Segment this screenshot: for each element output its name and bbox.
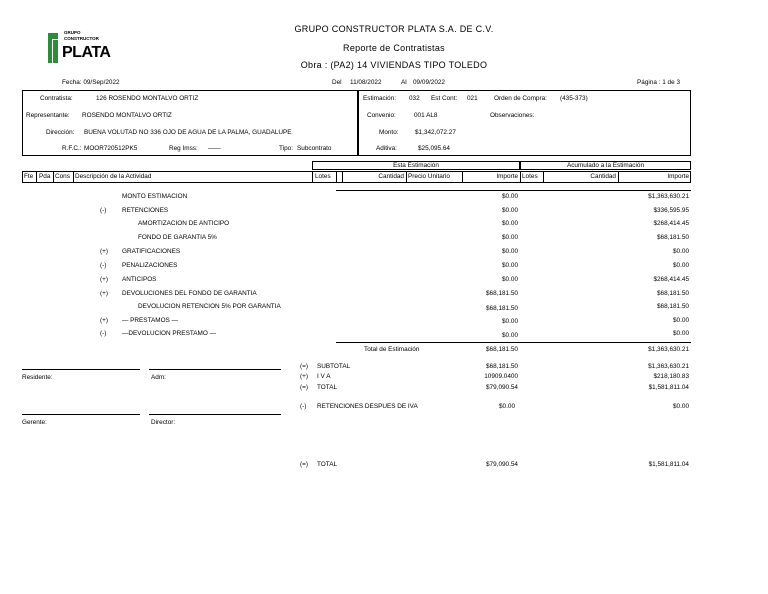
- total-rule: [336, 342, 691, 343]
- estcont-label: Est Cont:: [431, 95, 458, 102]
- row-sign: (+): [100, 276, 108, 283]
- gerente-label: Gerente:: [22, 419, 47, 426]
- orden-compra-value: (435-373): [560, 95, 588, 102]
- rfc-label: R.F.C.:: [62, 145, 82, 152]
- summary-sign: (=): [300, 363, 308, 370]
- row-acum-importe: $0.00: [673, 262, 689, 269]
- row-esta-importe: $0.00: [502, 220, 518, 227]
- row-label: DEVOLUCION RETENCION 5% POR GARANTIA: [138, 303, 281, 310]
- monto-label: Monto:: [379, 129, 399, 136]
- row-label: ANTICIPOS: [122, 276, 157, 283]
- row-acum-importe: $0.00: [673, 330, 689, 337]
- total-esta: $79,090.54: [486, 384, 518, 391]
- logo-line1: GRUPO: [64, 30, 81, 35]
- gerente-signature-line: [22, 414, 140, 415]
- total-estimacion-esta: $68,181.50: [486, 346, 518, 353]
- rfc-value: MOOR720512PK5: [84, 145, 138, 152]
- row-sign: (-): [100, 262, 107, 269]
- row-label: GRATIFICACIONES: [122, 248, 181, 255]
- page-number: Página : 1 de 3: [637, 79, 680, 86]
- col-cantidad: Cantidad: [378, 173, 404, 180]
- director-signature-line: [149, 414, 281, 415]
- del-value: 11/08/2022: [350, 79, 382, 86]
- col-descripcion: Descripción de la Actividad: [75, 173, 152, 180]
- report-title: Reporte de Contratistas: [343, 43, 445, 53]
- row-esta-importe: $0.00: [502, 276, 518, 283]
- row-acum-importe: $268,414.45: [653, 276, 689, 283]
- group-acum-label: Acumulado a la Estimación: [566, 162, 645, 169]
- row-sign: (+): [100, 290, 108, 297]
- row-acum-importe: $1,363,630.21: [648, 193, 689, 200]
- iva-esta: 10909.0400: [484, 373, 518, 380]
- row-label: RETENCIONES: [122, 207, 169, 214]
- row-label: —DEVOLUCION PRESTAMO —: [122, 330, 216, 337]
- retenciones-iva-label: RETENCIONES DESPUES DE IVA: [317, 403, 418, 410]
- row-label: DEVOLUCIONES DEL FONDO DE GARANTIA: [122, 290, 257, 297]
- row-esta-importe: $68,181.50: [486, 305, 518, 312]
- adm-label: Adm:: [151, 374, 166, 381]
- direccion-label: Dirección:: [46, 129, 75, 136]
- row-esta-importe: $0.00: [502, 262, 518, 269]
- group-esta-label: Esta Estimación: [393, 162, 439, 169]
- observaciones-label: Observaciones:: [490, 112, 535, 119]
- iva-label: I V A: [317, 373, 331, 380]
- total-label: TOTAL: [317, 384, 338, 391]
- convenio-value: 001 AL8: [414, 112, 438, 119]
- row-sign: (+): [100, 317, 108, 324]
- row-acum-importe: $336,595.95: [653, 207, 689, 214]
- adm-signature-line: [149, 369, 281, 370]
- row-acum-importe: $68,181.50: [657, 303, 689, 310]
- subtotal-esta: $68,181.50: [486, 363, 518, 370]
- col-lotes: Lotes: [315, 173, 331, 180]
- estimacion-label: Estimación:: [363, 95, 397, 102]
- iva-acum: $218,180.83: [653, 373, 689, 380]
- col-cons: Cons: [55, 173, 70, 180]
- col-importe-acum: Importe: [667, 173, 689, 180]
- direccion-value: BUENA VOLUTAD NO 336 OJO DE AGUA DE LA PALMA, GUADALUPE: [84, 129, 292, 136]
- row-esta-importe: $68,181.50: [486, 290, 518, 297]
- contratista-value: 126 ROSENDO MONTALVO ORTIZ: [96, 95, 199, 102]
- final-total-esta: $79,090.54: [486, 461, 518, 468]
- col-fte: Fte: [24, 173, 34, 180]
- row-acum-importe: $268,414.45: [653, 220, 689, 227]
- col-lotes-acum: Lotes: [522, 173, 538, 180]
- rows-top-rule: [336, 190, 691, 191]
- final-total-sign: (=): [300, 461, 308, 468]
- summary-sign: (+): [300, 373, 308, 380]
- summary-sign: (=): [300, 384, 308, 391]
- representante-value: ROSENDO MONTALVO ORTIZ: [82, 112, 172, 119]
- retenciones-iva-esta: $0.00: [499, 403, 515, 410]
- aditiva-label: Aditiva:: [376, 145, 397, 152]
- tipo-value: Subcontrato: [297, 145, 332, 152]
- fecha: Fecha: 09/Sep/2022: [62, 79, 120, 86]
- col-precio-unitario: Precio Unitario: [408, 173, 450, 180]
- row-acum-importe: $68,181.50: [657, 290, 689, 297]
- row-sign: (-): [100, 330, 107, 337]
- aditiva-value: $25,095.64: [418, 145, 450, 152]
- row-acum-importe: $0.00: [673, 248, 689, 255]
- contratista-label: Contratista:: [40, 95, 73, 102]
- reg-imss-value: ——: [208, 145, 221, 152]
- logo-word: PLATA: [62, 44, 111, 61]
- monto-value: $1,342,072.27: [415, 129, 456, 136]
- row-esta-importe: $0.00: [502, 193, 518, 200]
- obra-title: Obra : (PA2) 14 VIVIENDAS TIPO TOLEDO: [300, 60, 488, 70]
- al-label: Al: [401, 79, 407, 86]
- retenciones-iva-acum: $0.00: [673, 403, 689, 410]
- row-acum-importe: $68,181.50: [657, 234, 689, 241]
- total-estimacion-label: Total de Estimación: [364, 346, 420, 353]
- row-esta-importe: $0.00: [502, 234, 518, 241]
- row-esta-importe: $0.00: [502, 248, 518, 255]
- row-sign: (+): [100, 248, 108, 255]
- col-pda: Pda: [39, 173, 51, 180]
- total-estimacion-acum: $1,363,630.21: [648, 346, 689, 353]
- convenio-label: Convenio:: [367, 112, 396, 119]
- row-label: MONTO ESTIMACION: [122, 193, 188, 200]
- row-label: — PRESTAMOS —: [122, 317, 178, 324]
- col-cantidad-acum: Cantidad: [590, 173, 616, 180]
- row-esta-importe: $0.00: [502, 207, 518, 214]
- final-total-label: TOTAL: [317, 461, 338, 468]
- row-label: AMORTIZACION DE ANTICIPO: [138, 220, 230, 227]
- al-value: 09/09/2022: [413, 79, 445, 86]
- row-label: FONDO DE GARANTIA 5%: [138, 234, 217, 241]
- del-label: Del: [332, 79, 342, 86]
- row-esta-importe: $0.00: [502, 332, 518, 339]
- logo-line2: CONSTRUCTOR: [64, 36, 99, 41]
- residente-label: Residente:: [22, 374, 53, 381]
- subtotal-acum: $1,363,630.21: [648, 363, 689, 370]
- retenciones-iva-sign: (-): [300, 403, 307, 410]
- company-name: GRUPO CONSTRUCTOR PLATA S.A. DE C.V.: [294, 24, 494, 34]
- residente-signature-line: [22, 369, 140, 370]
- final-total-acum: $1,581,811.04: [648, 461, 689, 468]
- col-importe: Importe: [496, 173, 518, 180]
- row-esta-importe: $0.00: [502, 318, 518, 325]
- subtotal-label: SUBTOTAL: [317, 363, 351, 370]
- reg-imss-label: Reg Imss:: [169, 145, 198, 152]
- representante-label: Representante:: [26, 112, 70, 119]
- orden-compra-label: Orden de Compra:: [494, 95, 547, 102]
- row-label: PENALIZACIONES: [122, 262, 178, 269]
- tipo-label: Tipo:: [279, 145, 293, 152]
- row-acum-importe: $0.00: [673, 317, 689, 324]
- row-sign: (-): [100, 207, 107, 214]
- total-acum: $1,581,811.04: [648, 384, 689, 391]
- estimacion-value: 032: [409, 95, 420, 102]
- director-label: Director:: [151, 419, 176, 426]
- estcont-value: 021: [467, 95, 478, 102]
